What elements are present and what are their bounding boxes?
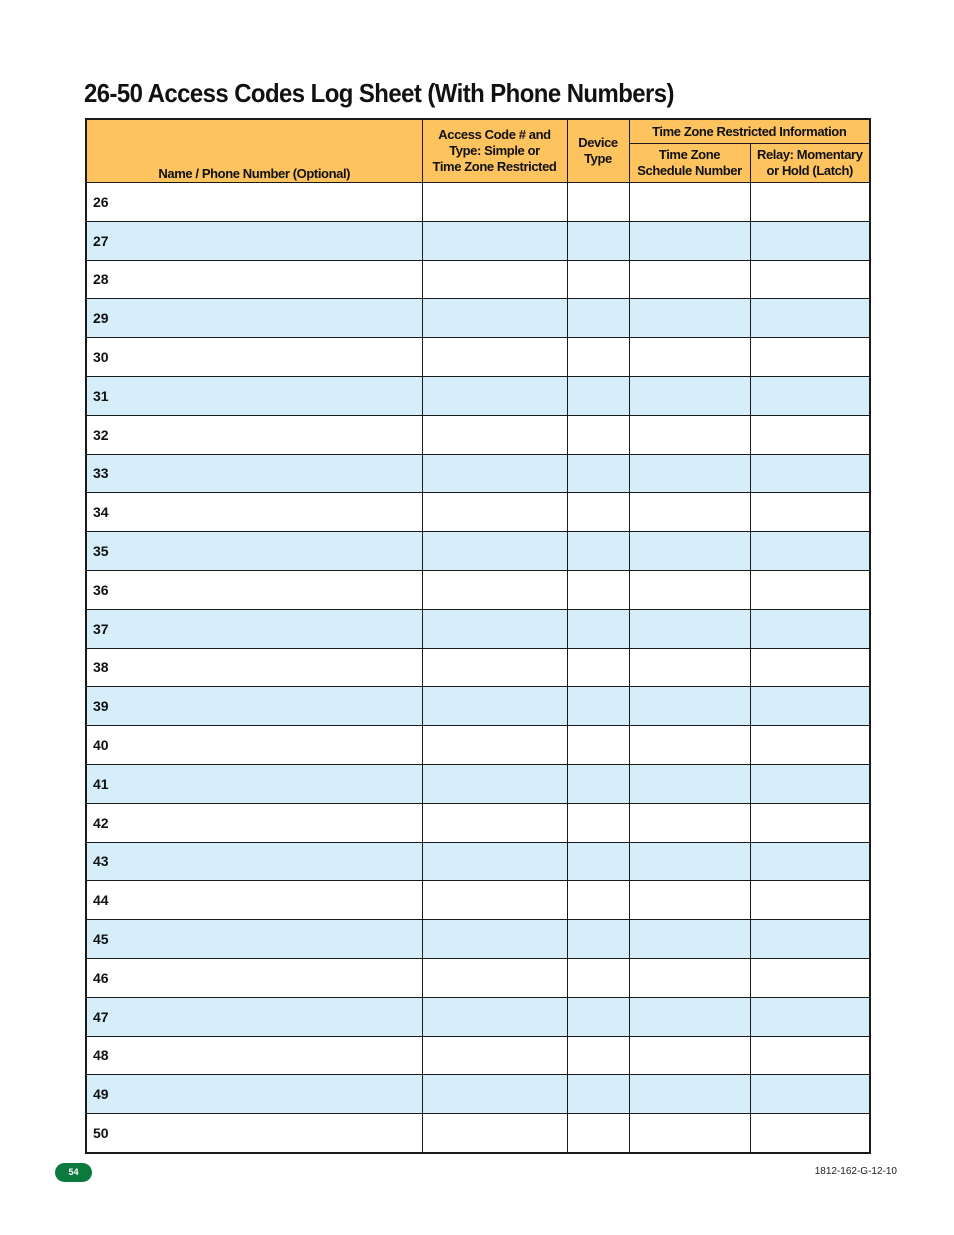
access-code-cell[interactable] (422, 997, 567, 1036)
schedule-number-cell[interactable] (629, 1114, 750, 1153)
relay-cell[interactable] (750, 997, 870, 1036)
row-number-name-cell[interactable]: 28 (86, 260, 422, 299)
table-row (86, 803, 870, 842)
row-number-name-cell[interactable]: 40 (86, 726, 422, 765)
row-number-name-cell[interactable]: 36 (86, 570, 422, 609)
relay-cell[interactable] (750, 842, 870, 881)
schedule-number-cell[interactable] (629, 376, 750, 415)
table-row (86, 570, 870, 609)
device-type-cell[interactable] (567, 454, 629, 493)
relay-cell[interactable] (750, 493, 870, 532)
access-code-cell[interactable] (422, 260, 567, 299)
row-number-name-cell[interactable]: 32 (86, 415, 422, 454)
page-number-badge: 54 (55, 1163, 92, 1182)
relay-cell[interactable] (750, 609, 870, 648)
device-type-cell[interactable] (567, 997, 629, 1036)
row-number-name-cell[interactable]: 46 (86, 958, 422, 997)
access-code-cell[interactable] (422, 1075, 567, 1114)
device-type-cell[interactable] (567, 920, 629, 959)
row-number-name-cell[interactable]: 35 (86, 532, 422, 571)
row-number-name-cell[interactable]: 43 (86, 842, 422, 881)
table-row (86, 1075, 870, 1114)
table-row (86, 764, 870, 803)
log-table-body (86, 183, 870, 1153)
device-type-cell[interactable] (567, 493, 629, 532)
access-code-cell[interactable] (422, 1036, 567, 1075)
access-code-cell[interactable] (422, 726, 567, 765)
table-row (86, 648, 870, 687)
schedule-number-cell[interactable] (629, 687, 750, 726)
row-number-name-cell[interactable]: 41 (86, 764, 422, 803)
schedule-number-cell[interactable] (629, 881, 750, 920)
schedule-number-cell[interactable] (629, 997, 750, 1036)
schedule-number-cell[interactable] (629, 532, 750, 571)
relay-column-header (750, 144, 870, 183)
schedule-number-cell[interactable] (629, 842, 750, 881)
relay-cell[interactable] (750, 260, 870, 299)
table-row (86, 881, 870, 920)
device-type-cell[interactable] (567, 648, 629, 687)
relay-cell[interactable] (750, 958, 870, 997)
device-type-cell[interactable] (567, 609, 629, 648)
row-number-name-cell[interactable]: 37 (86, 609, 422, 648)
relay-cell[interactable] (750, 299, 870, 338)
schedule-number-cell[interactable] (629, 338, 750, 377)
table-row (86, 687, 870, 726)
relay-header-label: Relay: Momentary or Hold (Latch) (756, 147, 863, 178)
schedule-number-cell[interactable] (629, 570, 750, 609)
row-number-name-cell[interactable]: 39 (86, 687, 422, 726)
table-row (86, 1114, 870, 1153)
relay-cell[interactable] (750, 532, 870, 571)
row-number-name-cell[interactable]: 48 (86, 1036, 422, 1075)
schedule-number-cell[interactable] (629, 803, 750, 842)
schedule-number-cell[interactable] (629, 920, 750, 959)
access-code-cell[interactable] (422, 842, 567, 881)
schedule-number-cell[interactable] (629, 958, 750, 997)
table-row (86, 920, 870, 959)
schedule-header-label: Time Zone Schedule Number (637, 147, 742, 178)
name-column-header (86, 119, 422, 183)
row-number-name-cell[interactable]: 49 (86, 1075, 422, 1114)
device-type-cell[interactable] (567, 958, 629, 997)
schedule-number-cell[interactable] (629, 1036, 750, 1075)
table-row (86, 221, 870, 260)
device-type-cell[interactable] (567, 726, 629, 765)
relay-cell[interactable] (750, 454, 870, 493)
table-row (86, 183, 870, 222)
access-code-cell[interactable] (422, 221, 567, 260)
relay-cell[interactable] (750, 881, 870, 920)
device-type-cell[interactable] (567, 1075, 629, 1114)
relay-cell[interactable] (750, 1075, 870, 1114)
relay-cell[interactable] (750, 1036, 870, 1075)
device-type-cell[interactable] (567, 260, 629, 299)
schedule-number-cell[interactable] (629, 493, 750, 532)
row-number-name-cell[interactable]: 42 (86, 803, 422, 842)
device-type-cell[interactable] (567, 338, 629, 377)
access-code-cell[interactable] (422, 881, 567, 920)
device-type-cell[interactable] (567, 376, 629, 415)
relay-cell[interactable] (750, 221, 870, 260)
row-number-name-cell[interactable]: 45 (86, 920, 422, 959)
table-row (86, 997, 870, 1036)
relay-cell[interactable] (750, 920, 870, 959)
device-type-cell[interactable] (567, 842, 629, 881)
row-number-name-cell[interactable]: 26 (86, 183, 422, 222)
schedule-number-column-header (629, 144, 750, 183)
relay-cell[interactable] (750, 338, 870, 377)
time-zone-group-label: Time Zone Restricted Information (652, 123, 847, 139)
device-type-cell[interactable] (567, 532, 629, 571)
access-code-cell[interactable] (422, 687, 567, 726)
row-number-name-cell[interactable]: 33 (86, 454, 422, 493)
schedule-number-cell[interactable] (629, 764, 750, 803)
page-title: 26-50 Access Codes Log Sheet (With Phone Numbers) (84, 78, 674, 108)
table-row (86, 454, 870, 493)
device-type-cell[interactable] (567, 183, 629, 222)
access-code-cell[interactable] (422, 415, 567, 454)
row-number-name-cell[interactable]: 27 (86, 221, 422, 260)
row-number-name-cell[interactable]: 47 (86, 997, 422, 1036)
table-row (86, 958, 870, 997)
device-type-cell[interactable] (567, 1114, 629, 1153)
schedule-number-cell[interactable] (629, 415, 750, 454)
relay-cell[interactable] (750, 183, 870, 222)
document-code: 1812-162-G-12-10 (814, 1166, 897, 1177)
device-type-cell[interactable] (567, 415, 629, 454)
access-code-cell[interactable] (422, 338, 567, 377)
relay-cell[interactable] (750, 648, 870, 687)
device-type-cell[interactable] (567, 221, 629, 260)
access-code-cell[interactable] (422, 532, 567, 571)
relay-cell[interactable] (750, 415, 870, 454)
name-header-label: Name / Phone Number (Optional) (158, 166, 351, 181)
table-row (86, 376, 870, 415)
relay-cell[interactable] (750, 687, 870, 726)
access-code-column-header (422, 119, 567, 183)
table-row (86, 299, 870, 338)
access-code-cell[interactable] (422, 803, 567, 842)
table-row (86, 493, 870, 532)
relay-cell[interactable] (750, 376, 870, 415)
schedule-number-cell[interactable] (629, 1075, 750, 1114)
device-type-cell[interactable] (567, 764, 629, 803)
relay-cell[interactable] (750, 570, 870, 609)
schedule-number-cell[interactable] (629, 609, 750, 648)
schedule-number-cell[interactable] (629, 454, 750, 493)
table-row (86, 842, 870, 881)
device-type-cell[interactable] (567, 881, 629, 920)
access-code-cell[interactable] (422, 454, 567, 493)
device-type-cell[interactable] (567, 1036, 629, 1075)
row-number-name-cell[interactable]: 38 (86, 648, 422, 687)
row-number-name-cell[interactable]: 34 (86, 493, 422, 532)
access-codes-log-table (85, 118, 871, 1154)
access-code-cell[interactable] (422, 183, 567, 222)
access-code-cell[interactable] (422, 764, 567, 803)
access-code-cell[interactable] (422, 493, 567, 532)
schedule-number-cell[interactable] (629, 221, 750, 260)
device-type-cell[interactable] (567, 299, 629, 338)
access-code-cell[interactable] (422, 1114, 567, 1153)
access-code-cell[interactable] (422, 609, 567, 648)
access-code-cell[interactable] (422, 958, 567, 997)
row-number-name-cell[interactable]: 31 (86, 376, 422, 415)
device-type-cell[interactable] (567, 803, 629, 842)
table-row (86, 1036, 870, 1075)
relay-cell[interactable] (750, 726, 870, 765)
row-number-name-cell[interactable]: 29 (86, 299, 422, 338)
table-row (86, 415, 870, 454)
table-row (86, 609, 870, 648)
schedule-number-cell[interactable] (629, 183, 750, 222)
access-code-cell[interactable] (422, 299, 567, 338)
access-code-cell[interactable] (422, 648, 567, 687)
table-row (86, 338, 870, 377)
access-code-cell[interactable] (422, 920, 567, 959)
time-zone-group-header (629, 119, 870, 144)
device-type-cell[interactable] (567, 687, 629, 726)
table-row (86, 260, 870, 299)
device-type-header-label: Device Type (578, 135, 618, 166)
access-code-header-label: Access Code # and Type: Simple or Time Zone Restricted (432, 127, 557, 174)
schedule-number-cell[interactable] (629, 299, 750, 338)
access-code-cell[interactable] (422, 376, 567, 415)
schedule-number-cell[interactable] (629, 260, 750, 299)
access-code-cell[interactable] (422, 570, 567, 609)
row-number-name-cell[interactable]: 30 (86, 338, 422, 377)
schedule-number-cell[interactable] (629, 648, 750, 687)
schedule-number-cell[interactable] (629, 726, 750, 765)
table-row (86, 726, 870, 765)
device-type-cell[interactable] (567, 570, 629, 609)
row-number-name-cell[interactable]: 44 (86, 881, 422, 920)
relay-cell[interactable] (750, 803, 870, 842)
row-number-name-cell[interactable]: 50 (86, 1114, 422, 1153)
relay-cell[interactable] (750, 764, 870, 803)
relay-cell[interactable] (750, 1114, 870, 1153)
device-type-column-header (567, 119, 629, 183)
table-row (86, 532, 870, 571)
